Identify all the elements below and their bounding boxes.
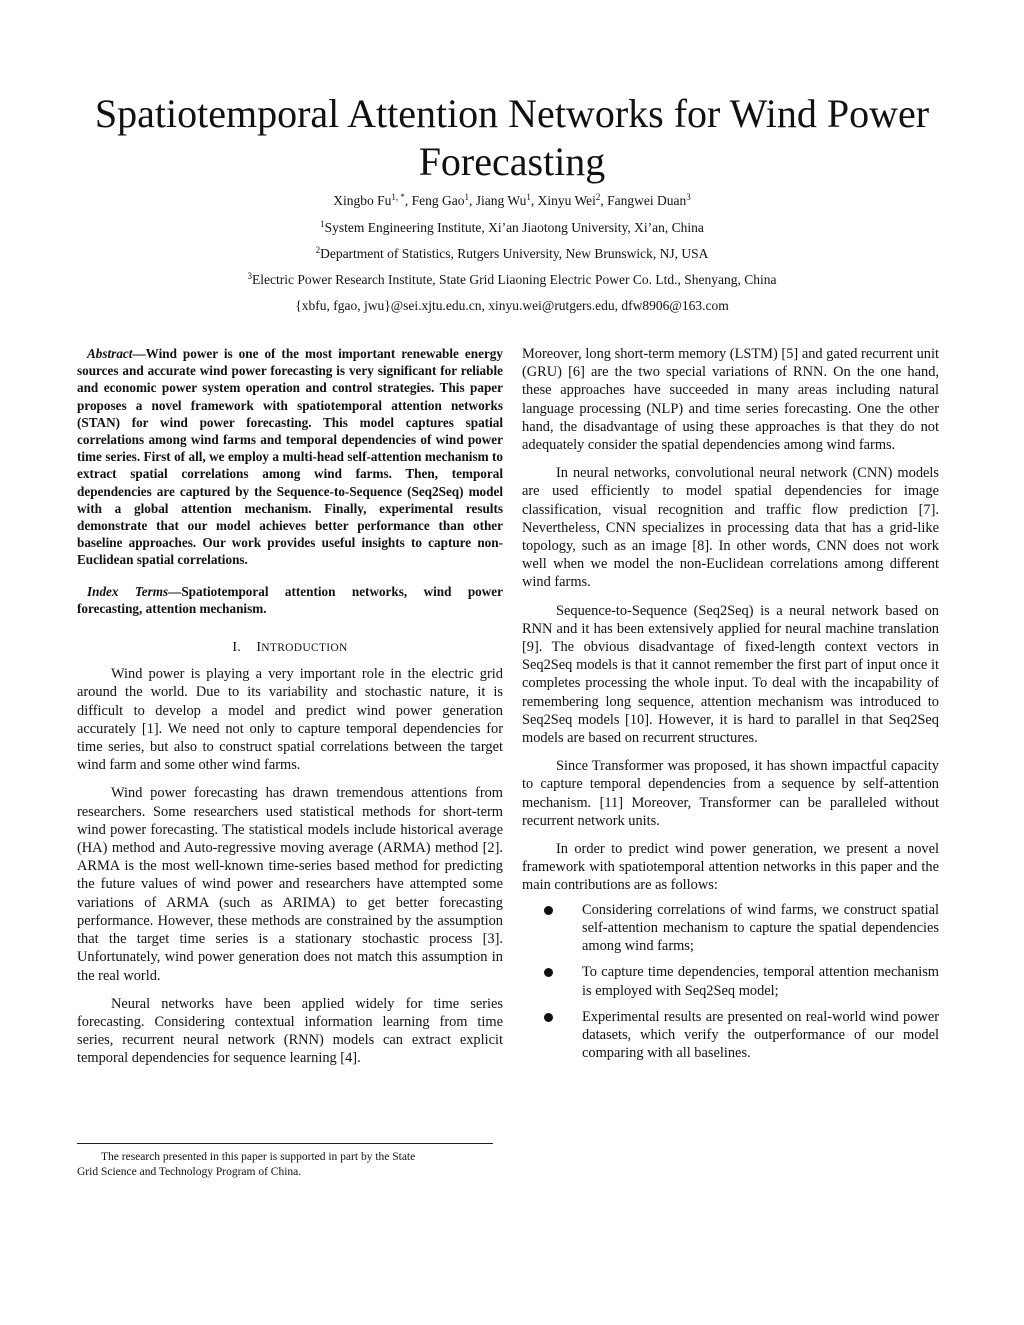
body-paragraph: Sequence-to-Sequence (Seq2Seq) is a neural network based on RNN and it has been extensively applied for neural machine translation [9]. The obvious disadvantage of fixed-length context vectors in Seq2Seq models is that it cannot remember the first part of input once it completes processing the whole input. To deal with the incapability of remembering long sequence, attention mechanism was introduced to Seq2Seq models [10]. However, it is hard to parallel in that Seq2Seq models are based on recurrent structures. (522, 602, 939, 747)
footnote (77, 1150, 493, 1180)
body-paragraph: Wind power is playing a very important role in the electric grid around the world. Due to its variability and stochastic nature, it is difficult to develop a model and predict wind power generation accurately [1]. We need not only to capture temporal dependencies for time series, but also to construct spatial correlations between the target wind farm and some other wind farms. (77, 666, 503, 774)
affiliation-text: Department of Statistics, Rutgers University, New Brunswick, NJ, USA (320, 246, 709, 261)
body-paragraph: In order to predict wind power generation, we present a novel framework with spatiotemporal attention networks in this paper and the main contributions are as follows: (522, 841, 939, 894)
section-title-initial: I (256, 640, 262, 656)
bullet-dot-icon (544, 1013, 553, 1022)
contribution-list (522, 901, 939, 1063)
footnote-divider (77, 1143, 493, 1144)
author-name: Jiang Wu (475, 193, 527, 208)
author-name: Feng Gao (411, 193, 465, 208)
author-name: Xinyu Wei (537, 193, 596, 208)
list-item (522, 1008, 939, 1063)
affiliation-sup: 1 (320, 219, 325, 229)
author-sup: 2 (595, 192, 601, 202)
index-terms (77, 583, 503, 617)
bullet-dot-icon (544, 968, 553, 977)
author-list: Xingbo $Fu^{1, *}$, Feng Gao$^1$, Jiang Wu$^1$, Xinyu Wei$^2$, Fangwei Duan$^3$ (333, 192, 691, 208)
title-line-1: Spatiotemporal Attention Networks for Wind Power (94, 91, 930, 136)
abstract (77, 345, 503, 569)
body-paragraph: Moreover, long short-term memory (LSTM) [5] and gated recurrent unit (GRU) [6] are the two special variations of RNN. On the one hand, these approaches have succeeded in many areas including natural language processing (NLP) and time series forecasting. One the other hand, the disadvantage of using these approaches is that they do not adequately consider the spatial dependencies among wind farms. (522, 346, 939, 454)
right-column (522, 345, 939, 1070)
affiliation-3 (40, 271, 984, 289)
body-paragraph: Since Transformer was proposed, it has shown impactful capacity to capture temporal dependencies from a sequence by self-attention mechanism. [11] Moreover, Transformer can be paralleled without recurrent network units. (522, 758, 939, 829)
index-terms-text: —Spatiotemporal attention networks, wind power forecasting, attention mechanism. (77, 583, 503, 616)
affiliation-1 (40, 219, 984, 237)
abstract-label: Abstract (87, 346, 133, 361)
author-sup: 1, * (391, 192, 405, 202)
contribution-text: To capture time dependencies, temporal attention mechanism is employed with Seq2Seq model; (582, 964, 939, 999)
author-sup: 3 (686, 192, 691, 202)
affiliation-text: System Engineering Institute, Xi’an Jiaotong University, Xi’an, China (324, 220, 704, 235)
body-paragraph: In neural networks, convolutional neural network (CNN) models are used efficiently to model spatial dependencies for image classification, visual recognition and traffic flow prediction [7]. Nevertheless, CNN specializes in processing data that has a grid-like topology, such as an image [8]. In other words, CNN does not work well when we model the non-Euclidean correlations among different wind farms. (522, 465, 939, 591)
abstract-text: —Wind power is one of the most important renewable energy sources and accurate wind power forecasting is very significant for reliable and economic power system operation and control strategies. This paper proposes a novel framework with spatiotemporal attention networks (STAN) for wind power forecasting. This model captures spatial correlations among wind farms and temporal dependencies of wind power time series. First of all, we employ a multi-head self-attention mechanism to extract spatial correlations among wind farms. Then, temporal dependencies are captured by the Sequence-to-Sequence (Seq2Seq) model with a global attention mechanism. Finally, experimental results demonstrate that our model achieves better performance than other baseline approaches. Our work provides useful insights to capture non-Euclidean spatial correlations. (77, 346, 503, 568)
body-paragraph: Neural networks have been applied widely for time series forecasting. Considering contextual information learning from time series, recurrent neural network (RNN) models can extract explicit temporal dependencies for sequence learning [4]. (77, 995, 503, 1067)
section-number: I. (232, 640, 242, 656)
author-emails: {xbfu, fgao, jwu}@sei.xjtu.edu.cn, xinyu.wei@rutgers.edu, dfw8906@163.com (295, 298, 729, 313)
index-terms-label: Index Terms (87, 583, 169, 599)
footnote-line-1: The research presented in this paper is supported in part by the State (101, 1151, 416, 1163)
author-sup: 1 (526, 192, 531, 202)
contribution-text: Experimental results are presented on real-world wind power datasets, which verify the outperformance of our model comparing with all baselines. (582, 1008, 939, 1062)
left-column (77, 345, 503, 1068)
affiliation-2 (40, 245, 984, 263)
footnote-line-2: Grid Science and Technology Program of China. (77, 1166, 302, 1178)
author-name: Xingbo Fu (333, 193, 392, 208)
list-item (522, 901, 939, 956)
bullet-dot-icon (544, 906, 553, 915)
author-sup: 1 (464, 192, 469, 202)
section-heading-introduction (77, 639, 503, 657)
affiliation-sup: 2 (315, 245, 321, 255)
title-line-2: Forecasting (418, 139, 606, 184)
affiliation-sup: 3 (247, 271, 252, 281)
author-name: Fangwei Duan (607, 193, 687, 208)
affiliation-text: Electric Power Research Institute, State Grid Liaoning Electric Power Co. Ltd., Shenyang, China (252, 272, 777, 287)
list-item (522, 963, 939, 999)
body-paragraph: Wind power forecasting has drawn tremendous attentions from researchers. Some researchers used statistical methods for short-term wind power forecasting. The statistical models include historical average (HA) method and Auto-regressive moving average (ARMA) method [2]. ARMA is the most well-known time-series based method for predicting the future values of wind power and researchers have attempted some variations of ARMA (such as ARIMA) to get better forecasting performance. However, these methods are constrained by the assumption that the target time series is a stationary stochastic process [3]. Unfortunately, wind power generation does not match this assumption in the real world. (77, 785, 503, 984)
contribution-text: Considering correlations of wind farms, we construct spatial self-attention mechanism to capture the spatial dependencies among wind farms; (582, 901, 939, 955)
paper-title (40, 90, 984, 186)
section-title-rest: NTRODUCTION (261, 642, 348, 655)
